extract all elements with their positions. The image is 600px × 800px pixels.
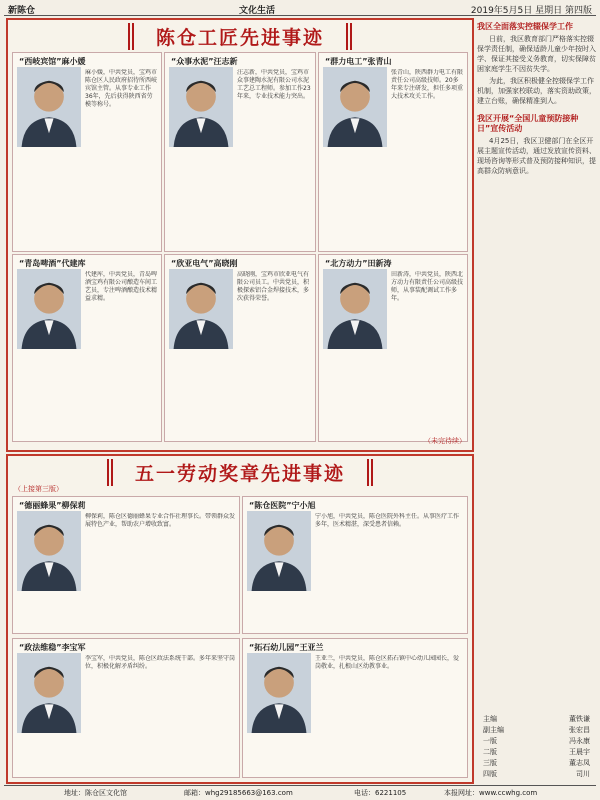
- portrait-photo: [247, 511, 311, 591]
- masthead: [4, 2, 596, 16]
- portrait-photo: [169, 269, 233, 349]
- portrait-photo: [323, 269, 387, 349]
- to-be-continued: （未完待续）: [424, 437, 466, 445]
- profile-card: [12, 52, 162, 252]
- profile-name: “青岛啤酒”代建库: [19, 259, 86, 268]
- credit-role: 一版: [483, 737, 497, 745]
- profile-card: [242, 638, 468, 778]
- credit-names: 张宏昌: [569, 726, 590, 734]
- profile-text: 高晓刚，宝鸡市欣亚电气有限公司员工。中共党员，积极探索铝合金焊接技术，多次获得荣誉。: [237, 271, 310, 302]
- credit-names: 王晨宇: [569, 748, 590, 756]
- profile-text: 柳保莉，陈仓区德丽蜂果专业合作社理事长。带领群众发展特色产业，帮助农户增收致富。: [85, 513, 235, 528]
- portrait-photo: [169, 67, 233, 147]
- side-headline-1: 我区全面落实控辍保学工作: [477, 22, 573, 31]
- profile-name: “拓石幼儿园”王亚兰: [249, 643, 324, 652]
- labor-medal-banner: [8, 456, 472, 484]
- side-paragraph-2: 为此，我区积极健全控辍保学工作机制，加强家校联动，落实资助政策，建立台账，确保精准到人。: [477, 77, 596, 105]
- labor-medal-title: 五一劳动奖章先进事迹: [107, 459, 373, 486]
- footer-phone: 电话：6221105: [354, 789, 407, 797]
- profile-name: “北方动力”田新涛: [325, 259, 392, 268]
- profile-name: “西岐宾馆”麻小媛: [19, 57, 86, 66]
- continued-tag: （上接第三版）: [14, 485, 63, 493]
- profile-name: “欣亚电气”高晓刚: [171, 259, 238, 268]
- portrait-photo: [17, 269, 81, 349]
- credit-names: 董志凤: [569, 759, 590, 767]
- side-paragraph-3: 4月25日，我区卫健部门在全区开展主题宣传活动，通过发放宣传资料、现场咨询等形式普及预防接种知识，提高群众防病意识。: [477, 137, 596, 175]
- footer-email: 邮箱：whg29185663@163.com: [184, 789, 293, 797]
- credit-row: [477, 725, 596, 736]
- section-name: 新陈仓: [8, 6, 36, 16]
- profile-card: [242, 496, 468, 634]
- credit-names: 董铁谦: [569, 715, 590, 723]
- credit-role: 三版: [483, 759, 497, 767]
- craftsman-title: 陈仓工匠先进事迹: [128, 23, 352, 50]
- credit-row: [477, 736, 596, 747]
- credit-names: 冯永康: [569, 737, 590, 745]
- footer-address: 地址：陈仓区文化馆: [64, 789, 127, 797]
- side-headline-2: 我区开展“全国儿童预防接种日”宣传活动: [477, 114, 579, 133]
- credit-role: 主编: [483, 715, 497, 723]
- profile-name: “德丽蜂果”柳保莉: [19, 501, 86, 510]
- portrait-photo: [17, 511, 81, 591]
- profile-text: 宁小旭，中共党员，陈仓医院外科主任。从事医疗工作多年，医术精湛，深受患者信赖。: [315, 513, 460, 528]
- credit-row: [477, 758, 596, 769]
- credit-row: [477, 747, 596, 758]
- portrait-photo: [17, 653, 81, 733]
- profile-text: 代建库，中共党员，青岛啤酒宝鸡有限公司酿造车间工艺员，专注啤酒酿造技术精益求精。: [85, 271, 157, 302]
- profile-card: [12, 496, 240, 634]
- footer-website: 本报网址：www.ccwhg.com: [444, 789, 538, 797]
- profile-text: 张青山，陕西群力电工有限责任公司高级技师。20多年来专注研发，担任多项重大技术攻关工作。: [391, 69, 463, 100]
- side-column: [477, 18, 596, 780]
- craftsman-section: [6, 18, 474, 452]
- portrait-photo: [17, 67, 81, 147]
- profile-text: 李宝军，中共党员，陈仓区政法系统干部。多年来坚守岗位，积极化解矛盾纠纷。: [85, 655, 235, 670]
- credit-row: [477, 714, 596, 725]
- profile-text: 汪志新，中共党员，宝鸡市众事建陶水泥有限公司水泥工艺总工程师。参加工作23年来，专业技术能力突出。: [237, 69, 311, 100]
- profile-name: “群力电工”张青山: [325, 57, 392, 66]
- profile-card: [12, 254, 162, 442]
- credit-role: 二版: [483, 748, 497, 756]
- profile-card: [12, 638, 240, 778]
- credit-names: 司川: [576, 770, 590, 778]
- portrait-photo: [323, 67, 387, 147]
- main-column: [6, 18, 474, 780]
- profile-card: [164, 52, 316, 252]
- column-name: 文化生活: [239, 6, 276, 16]
- side-paragraph-1: 日前，我区教育部门严格落实控辍保学责任制，确保适龄儿童少年按时入学、保证其接受义务教育，切实保障贫困家庭学生不因贫失学。: [477, 35, 596, 73]
- credit-row: [477, 769, 596, 780]
- credit-role: 副主编: [483, 726, 504, 734]
- portrait-photo: [247, 653, 311, 733]
- page-footer: [4, 785, 596, 798]
- profile-card: [318, 254, 468, 442]
- profile-card: [318, 52, 468, 252]
- profile-name: “众事水泥”汪志新: [171, 57, 238, 66]
- profile-name: “政法维稳”李宝军: [19, 643, 86, 652]
- profile-text: 麻小媛，中共党员，宝鸡市陈仓区人民政府招待所西岐宾馆主管。从事专业工作36年，先后获得陕西省劳模等称号。: [85, 69, 157, 108]
- credit-role: 四版: [483, 770, 497, 778]
- profile-name: “陈仓医院”宁小旭: [249, 501, 316, 510]
- craftsman-banner: [8, 20, 472, 48]
- profile-text: 田新涛，中共党员，陕西北方动力有限责任公司高级技师，从事装配调试工作多年。: [391, 271, 463, 302]
- issue-date: 2019年5月5日 星期日 第四版: [470, 6, 592, 16]
- editor-credits: [477, 714, 596, 780]
- profile-card: [164, 254, 316, 442]
- profile-text: 王亚兰，中共党员，陈仓区拓石镇中心幼儿园园长，爱岗敬业，扎根山区幼教事业。: [315, 655, 460, 670]
- labor-medal-section: [6, 454, 474, 784]
